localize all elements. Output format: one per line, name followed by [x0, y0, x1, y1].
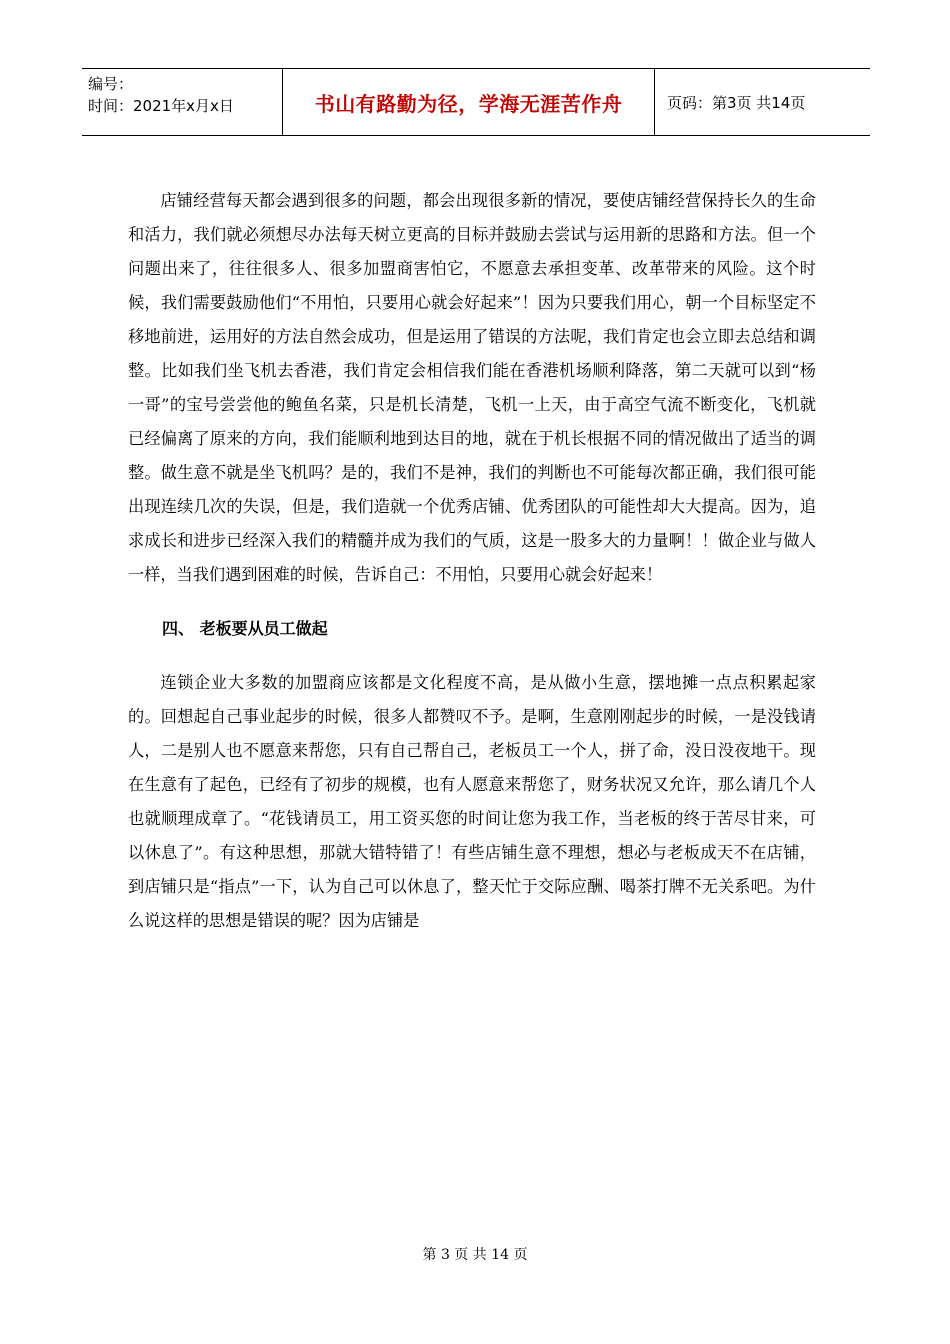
header-meta — [82, 69, 282, 135]
section-heading: 四、 老板要从员工做起 — [162, 619, 328, 638]
page-footer: 第 3 页 共 14 页 — [422, 1247, 528, 1263]
document-body — [128, 184, 816, 938]
header-motto: 书山有路勤为径，学海无涯苦作舟 — [282, 69, 655, 135]
document-header — [82, 68, 870, 136]
body-paragraph-2: 连锁企业大多数的加盟商应该都是文化程度不高，是从做小生意，摆地摊一点点积累起家的。回想起自己事业起步的时候，很多人都赞叹不予。是啊，生意刚刚起步的时候，一是没钱请人，二是别人也不愿意来帮您，只有自己帮自己，老板员工一个人，拼了命，没日没夜地干。现在生意有了起色，已经有了初步的规模，也有人愿意来帮您了，财务状况又允许，那么请几个人也就顺理成章了。“花钱请员工，用工资买您的时间让您为我工作，当老板的终于苦尽甘来，可以休息了”。有这种思想，那就大错特错了！有些店铺生意不理想，想必与老板成天不在店铺，到店铺只是“指点”一下，认为自己可以休息了，整天忙于交际应酬、喝茶打牌不无关系吧。为什么说这样的思想是错误的呢？因为店铺是 — [128, 673, 816, 930]
date-line: 时间：2021年x月x日 — [88, 97, 234, 115]
body-paragraph-1: 店铺经营每天都会遇到很多的问题，都会出现很多新的情况，要使店铺经营保持长久的生命和活力，我们就必须想尽办法每天树立更高的目标并鼓励去尝试与运用新的思路和方法。但一个问题出来了，往往很多人、很多加盟商害怕它，不愿意去承担变革、改革带来的风险。这个时候，我们需要鼓励他们“不用怕，只要用心就会好起来”！因为只要我们用心，朝一个目标坚定不移地前进，运用好的方法自然会成功，但是运用了错误的方法呢，我们肯定也会立即去总结和调整。比如我们坐飞机去香港，我们肯定会相信我们能在香港机场顺利降落，第二天就可以到“杨一哥”的宝号尝尝他的鲍鱼名菜，只是机长清楚，飞机一上天，由于高空气流不断变化，飞机就已经偏离了原来的方向，我们能顺利地到达目的地，就在于机长根据不同的情况做出了适当的调整。做生意不就是坐飞机吗？是的，我们不是神，我们的判断也不可能每次都正确，我们很可能出现连续几次的失误，但是，我们造就一个优秀店铺、优秀团队的可能性却大大提高。因为，追求成长和进步已经深入我们的精髓并成为我们的气质，这是一股多大的力量啊！！做企业与做人一样，当我们遇到困难的时候，告诉自己：不用怕，只要用心就会好起来！ — [128, 191, 816, 584]
number-label: 编号： — [88, 75, 134, 93]
header-page-info: 页码：第3页 共14页 — [667, 93, 806, 112]
